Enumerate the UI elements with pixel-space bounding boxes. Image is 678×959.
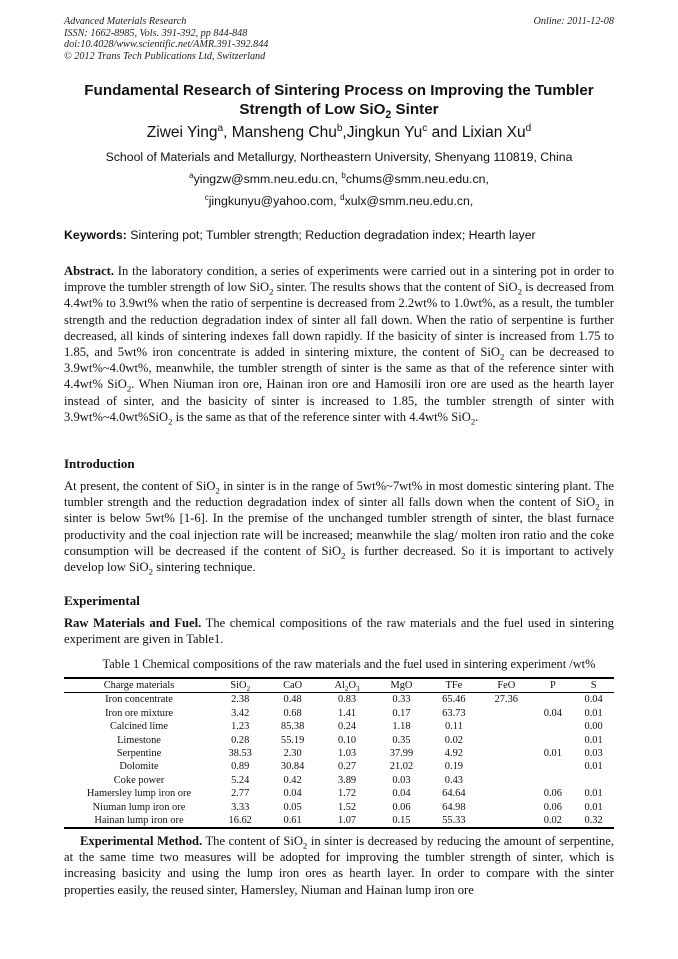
value-cell: 0.06 [543,788,562,800]
value-cell: 27.36 [494,694,518,706]
value-cell: 0.28 [231,734,250,746]
value-cell: 4.92 [444,748,463,760]
material-name-cell: Hainan lump iron ore [64,814,214,828]
value-cell: 1.52 [337,801,357,813]
table-row [64,801,614,814]
value-cell [480,787,532,800]
column-header: MgO [375,678,427,693]
value-cell: 0.17 [392,707,411,719]
value-cell: 0.68 [283,707,302,719]
value-cell: 0.06 [543,801,562,813]
value-cell: 3.89 [337,774,357,786]
material-name-cell: Coke power [113,774,165,786]
chemical-composition-table [64,677,614,829]
value-cell: 64.98 [442,801,466,813]
table-row [64,760,614,773]
value-cell: 0.61 [266,814,318,828]
raw-materials-label: Raw Materials and Fuel. [64,616,202,630]
column-header: SiO$_2$ [214,678,266,693]
value-cell: 2.77 [231,788,250,800]
value-cell [480,814,532,828]
material-name-cell: Limestone [117,734,161,746]
author-list [40,123,638,143]
email-c[interactable]: jingkunyu@yahoo.com, [208,194,341,208]
introduction-text: At present, the content of SiO$_2$ in sinter is in the range of 5wt%~7wt% in most domestic sintering plant. The tumbler strength and the reduction degradation index of sinter all falls down when the content of SiO$_2$ in sinter is below 5wt% [1-6]. In the premise of the unchanged tumbler strength of sinter, the blast furnace productivity and the coal injection rate will be increased; meanwhile the slag/ molten iron ratio and the coke consumption will be decreased if the content of SiO$_2$ is further decreased. So it is important to actively develop low SiO$_2$ sintering technique. [64,479,614,577]
value-cell: 2.38 [231,694,250,706]
column-header: S [573,678,614,693]
column-header: Charge materials [64,678,214,693]
table-row [64,707,614,720]
value-cell: 0.89 [231,761,250,773]
title-line-1: Fundamental Research of Sintering Process on Improving the Tumbler [84,82,594,99]
value-cell: 0.03 [584,748,603,760]
value-cell [532,734,573,747]
value-cell: 85.38 [280,721,305,733]
column-header: CaO [266,678,318,693]
table-row [64,720,614,733]
table-body [64,693,614,829]
table-row [64,787,614,800]
column-header: $Al_2O_3$ [319,678,375,693]
material-name-cell: Niuman lump iron ore [92,801,186,813]
value-cell [480,760,532,773]
value-cell: 1.18 [392,721,411,733]
material-name-cell: Iron concentrate [105,694,173,706]
value-cell: 0.04 [392,788,411,800]
value-cell [480,774,532,787]
value-cell: 0.01 [584,761,603,773]
value-cell: 37.99 [389,748,414,760]
raw-materials-text: Raw Materials and Fuel. The chemical compositions of the raw materials and the fuel used in sintering experiment are given in Table1. [64,616,614,647]
value-cell: 64.64 [442,788,466,800]
material-name-cell: Serpentine [116,748,162,760]
value-cell: 0.01 [584,707,603,719]
value-cell [532,693,573,707]
table-row [64,774,614,787]
material-name-cell: Calcined lime [110,721,168,733]
value-cell: 30.84 [280,761,305,773]
material-name-cell: Dolomite [119,761,159,773]
value-cell: 0.42 [283,774,302,786]
introduction-heading: Introduction [64,456,135,471]
value-cell: 16.62 [214,814,266,828]
issn-line: ISSN: 1662-8985, Vols. 391-392, pp 844-848 [64,27,248,39]
column-header: P [532,678,573,693]
value-cell: 21.02 [389,761,414,773]
material-name-cell: Hamersley lump iron ore [86,788,192,800]
email-b[interactable]: chums@smm.neu.edu.cn, [345,172,489,186]
value-cell: 0.01 [584,734,603,746]
experimental-method-text: Experimental Method. The content of SiO$_2$ in sinter is decreased by reducing the amount of serpentine, at the same time two measures will be adopted for improving the tumbler strength of sinter, which is increasing basicity and using the lump iron ores as hearth layer. In order to compare with the sinter properties easily, the reused sinter, Hamersley, Niuman and Hainan lump iron ore [64,834,614,897]
journal-name: Advanced Materials Research [64,16,187,27]
value-cell: 0.48 [283,694,302,706]
value-cell: 55.19 [280,734,305,746]
value-cell: 0.83 [337,694,357,706]
value-cell: 0.33 [392,694,411,706]
doi-line[interactable]: doi:10.4028/www.scientific.net/AMR.391-392.844 [64,39,269,50]
value-cell [480,801,532,814]
experimental-method-label: Experimental Method. [80,834,203,848]
value-cell: 0.01 [584,801,603,813]
table-header-row [64,678,614,693]
value-cell: 0.32 [573,814,614,828]
value-cell: 0.01 [543,748,562,760]
value-cell: 0.04 [543,707,562,719]
value-cell: 0.19 [444,761,463,773]
keywords [64,227,614,243]
value-cell: 63.73 [442,707,466,719]
value-cell: 0.02 [532,814,573,828]
value-cell: 0.00 [584,721,603,733]
value-cell: 0.03 [392,774,411,786]
value-cell: 0.05 [283,801,302,813]
value-cell [573,774,614,787]
value-cell: 1.03 [337,748,357,760]
value-cell [532,774,573,787]
email-a[interactable]: yingzw@smm.neu.edu.cn, [193,172,342,186]
value-cell: 38.53 [228,748,252,760]
table-row [64,734,614,747]
value-cell: 0.01 [584,788,603,800]
value-cell: 3.33 [231,801,250,813]
value-cell [480,734,532,747]
keywords-label: Keywords: [64,228,127,242]
keywords-text: Sintering pot; Tumbler strength; Reduction degradation index; Hearth layer [126,228,536,242]
experimental-heading: Experimental [64,593,140,608]
value-cell: 0.27 [337,761,357,773]
value-cell: 0.35 [392,734,411,746]
value-cell: 0.06 [392,801,411,813]
author: Jingkun Yu$^c$ and [346,122,462,141]
online-date: Online: 2011-12-08 [533,16,614,27]
value-cell: 0.04 [584,694,603,706]
abstract-label: Abstract. [64,264,115,278]
value-cell: 1.41 [337,707,357,719]
column-header: FeO [480,678,532,693]
affiliation: School of Materials and Metallurgy, Northeastern University, Shenyang 110819, China [105,150,573,164]
author: Ziwei Ying$^a$, [146,122,232,141]
column-header: TFe [428,678,480,693]
value-cell: 55.33 [428,814,480,828]
value-cell: 0.15 [375,814,427,828]
value-cell: 0.11 [444,721,463,733]
title-line-2: Strength of Low SiO$_2$ Sinter [239,101,439,122]
email-line-1: $^a$yingzw@smm.neu.edu.cn, $^b$chums@smm.neu.edu.cn, [189,170,489,186]
author: Mansheng Chu$^b$, [231,122,347,141]
abstract: Abstract. In the laboratory condition, a series of experiments were carried out in a sintering pot in order to improve the tumbler strength of low SiO$_2$ sinter. The results shows that the content of SiO$_2$ is decreased from 4.4wt% to 3.9wt% when the ratio of serpentine is decreased from 2.2wt% to 1.0wt%, as a result, the tumbler strength and the reduction degradation index of sinter all fall down. When the ratio of serpentine is further decreased, all kinds of sintering indexes fall down rapidly. If the basicity of sinter is increased from 1.75 to 1.85, and 5wt% iron concentrate is added in sintering mixture, the content of SiO$_2$ can be decreased to 3.9wt%~4.0wt%, meanwhile, the tumbler strength of sinter is the same as that of the reference sinter with 4.4wt% SiO$_2$. When Niuman iron ore, Hainan iron ore and Hamosili iron ore are used as the hearth layer instead of sinter, and the basicity of sinter is increased to 1.85, the tumbler strength of sinter with 3.9wt%~4.0wt%SiO$_2$ is the same as that of the reference sinter with 4.4wt% SiO$_2$. [64,264,615,427]
value-cell: 0.10 [337,734,357,746]
value-cell [532,760,573,773]
value-cell: 0.02 [444,734,463,746]
value-cell [532,720,573,733]
value-cell: 0.04 [283,788,302,800]
material-name-cell: Iron ore mixture [104,707,174,719]
value-cell [480,720,532,733]
value-cell: 1.23 [231,721,250,733]
value-cell: 1.07 [319,814,375,828]
value-cell: 2.30 [283,748,302,760]
value-cell [480,747,532,760]
email-d[interactable]: xulx@smm.neu.edu.cn, [344,194,474,208]
value-cell: 3.42 [231,707,250,719]
value-cell: 0.43 [444,774,463,786]
value-cell: 0.24 [337,721,357,733]
copyright-line: © 2012 Trans Tech Publications Ltd, Switzerland [64,50,266,62]
value-cell: 5.24 [231,774,250,786]
table-caption: Table 1 Chemical compositions of the raw materials and the fuel used in sintering experiment /wt% [102,657,596,671]
table-row [64,693,614,707]
value-cell: 1.72 [337,788,357,800]
paper-title [40,81,638,122]
table-row [64,814,614,828]
journal-header [64,16,614,62]
value-cell [480,707,532,720]
value-cell: 65.46 [442,694,466,706]
author: Lixian Xu$^d$ [461,122,532,141]
table-row [64,747,614,760]
email-line-2: $^c$jingkunyu@yahoo.com, $^d$xulx@smm.neu.edu.cn, [204,192,474,208]
